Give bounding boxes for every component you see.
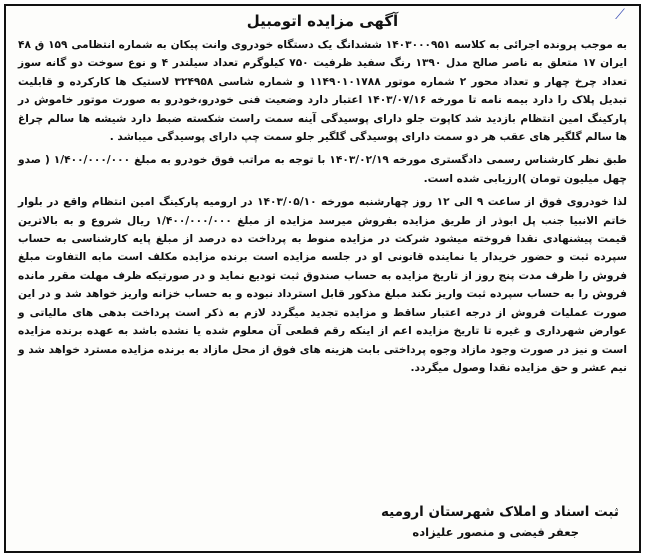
signature-org: ثبت اسناد و املاک شهرستان ارومیه (380, 504, 619, 520)
paragraph-auction-terms: لذا خودروی فوق از ساعت ۹ الی ۱۲ روز چهارشنبه مورخه ۱۴۰۳/۰۵/۱۰ در ارومیه پارکینگ امین انتظام واقع در بلوار خاتم الانبیا جنب پل ابوذر از طریق مزایده بفروش میرسد مزایده از مبلغ ۱/۴۰۰/۰۰۰/۰۰۰ ریال شروع و به بالاترین قیمت پیشنهادی نقدا فروخته میشود شرکت در مزایده منوط به پرداخت ده درصد از مبلغ پایه کارشناسی به حساب سپرده ثبت و حضور خریدار یا نماینده قانونی او در جلسه مزایده است برنده مزایده مکلف است مابه التفاوت مبلغ فروش را ظرف مدت پنج روز از تاریخ مزایده به حساب صندوق ثبت تودیع نماید و در صورتیکه ظرف مهلت مقرر مانده فروش را به حساب سپرده ثبت واریز نکند مبلغ مذکور قابل استرداد نبوده و به حساب خزانه واریز خواهد شد و در این صورت عملیات فروش از درجه اعتبار ساقط و مزایده تجدید میگردد لازم به ذکر است پرداخت بدهی های مالیاتی و عوارض شهرداری و غیره تا تاریخ مزایده اعم از اینکه رقم قطعی آن معلوم شده یا نشده باشد به عهده برنده مزایده است و نیز در صورت وجود مازاد وجوه پرداختی بابت هزینه های فوق از محل مازاد به برنده مزایده مسترد خواهد شد و نیم عشر و حق مزایده نقدا وصول میگردد. (18, 196, 627, 374)
notice-title: آگهی مزایده اتومبیل (246, 12, 399, 30)
notice-body (18, 36, 627, 382)
paragraph-appraisal: طبق نظر کارشناس رسمی دادگستری مورخه ۱۴۰۳/۰۲/۱۹ با توجه به مراتب فوق خودرو به مبلغ ۱/۴۰۰/۰۰۰/۰۰۰ ( صدو چهل میلیون تومان )ارزیابی شده است. (18, 154, 627, 185)
paragraph-vehicle-details: به موجب پرونده اجرائی به کلاسه ۱۴۰۳۰۰۰۹۵۱ ششدانگ یک دستگاه خودروی وانت پیکان به شماره انتظامی ۱۵۹ ق ۴۸ ایران ۱۷ متعلق به ناصر صالح مدل ۱۳۹۰ رنگ سفید ظرفیت ۷۵۰ کیلوگرم تعداد سیلندر ۴ و نوع سوخت دو گانه سوز تعداد چرخ چهار و تعداد محور ۲ شماره موتور ۱۱۴۹۰۱۰۱۷۸۸ و شماره شاسی ۳۲۴۹۵۸ لاستیک ها کارکرده و قابلیت تبدیل پلاک را دارد بیمه نامه تا مورخه ۱۴۰۳/۰۷/۱۶ اعتبار دارد وضعیت فنی خودرو،خودرو به صورت موتور خاموش در پارکینگ امین انتظام بازدید شد کاپوت جلو دارای پوسیدگی آینه سمت راست شکسته ضبط دارد شیشه ها سالم چراغ ها سالم گلگیر های عقب هر دو سمت دارای پوسیدگی گلگیر جلو سمت چپ دارای پوسیدگی میباشد . (18, 39, 628, 144)
notice-frame (4, 4, 641, 553)
signature-names: جعفر فیضی و منصور علیزاده (412, 525, 579, 539)
signature-block (381, 501, 619, 541)
corner-pen-mark: ⟋ (615, 7, 625, 23)
